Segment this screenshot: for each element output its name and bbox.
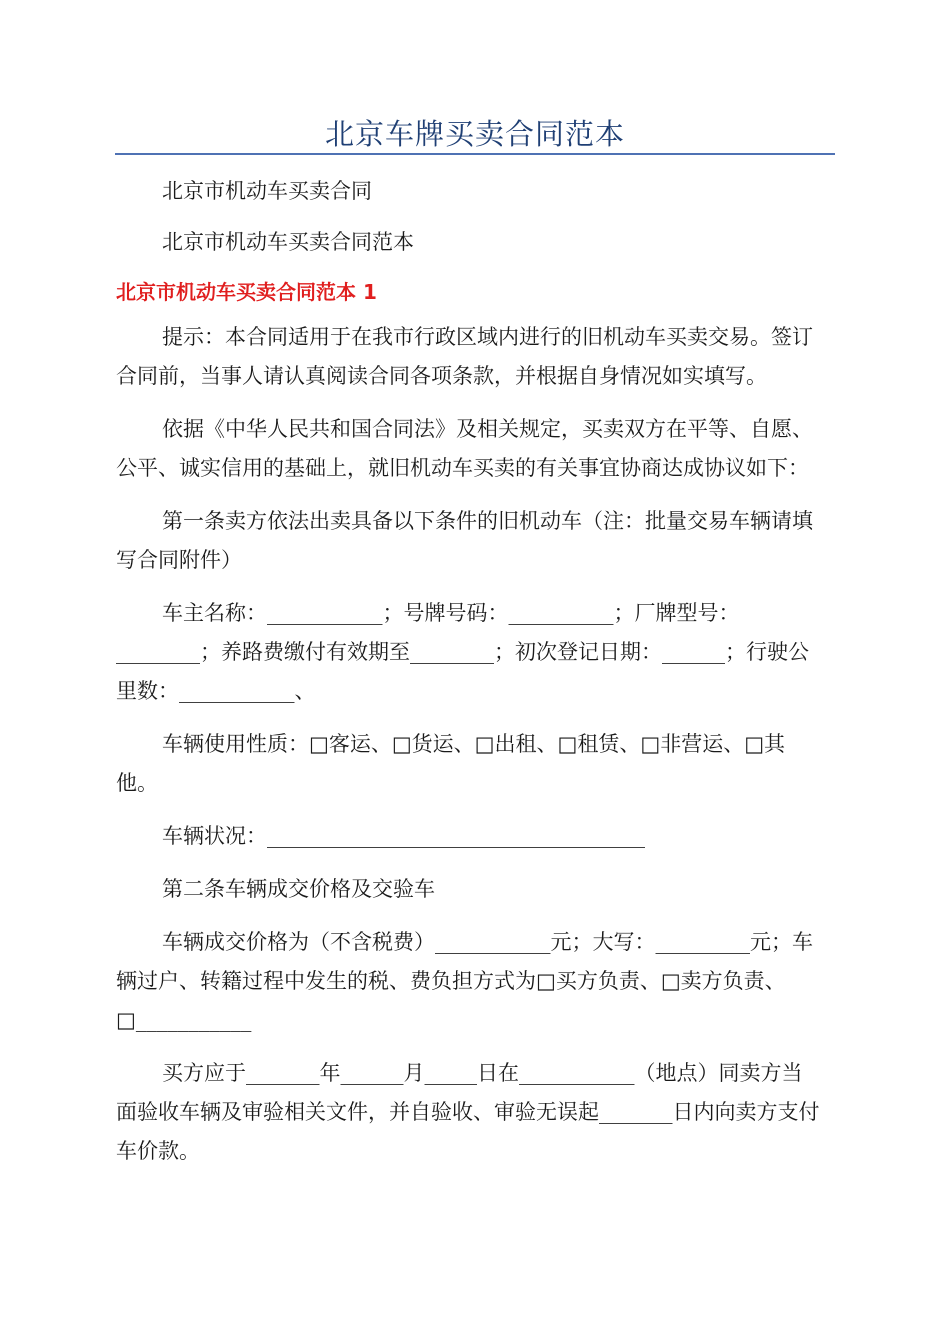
section-heading: 北京市机动车买卖合同范本 1: [116, 280, 377, 304]
paragraph-usage-type: 车辆使用性质：□客运、□货运、□出租、□租赁、□非营运、□其他。: [116, 732, 786, 795]
title-divider: [115, 153, 835, 155]
paragraph-notice: 提示：本合同适用于在我市行政区域内进行的旧机动车买卖交易。签订合同前，当事人请认真阅读合同各项条款，并根据自身情况如实填写。: [116, 325, 813, 388]
paragraph-basis: 依据《中华人民共和国合同法》及相关规定，买卖双方在平等、自愿、公平、诚实信用的基础上，就旧机动车买卖的有关事宜协商达成协议如下：: [116, 417, 813, 480]
document-title: 北京车牌买卖合同范本: [324, 117, 625, 151]
subtitle-line: 北京市机动车买卖合同: [162, 179, 372, 203]
paragraph-vehicle-info: 车主名称：___________；号牌号码：__________；厂牌型号：________；养路费缴付有效期至________；初次登记日期：______；行驶公里数：___________、: [116, 601, 809, 703]
paragraph-inspection: 买方应于_______年______月_____日在___________（地点）同卖方当面验收车辆及审验相关文件，并自验收、审验无误起_______日内向卖方支付车价款。: [116, 1061, 820, 1163]
paragraph-vehicle-condition: 车辆状况：____________________________________: [162, 824, 645, 848]
paragraph-article-2: 第二条车辆成交价格及交验车: [162, 877, 435, 901]
document-body: [116, 172, 822, 1185]
paragraph-price: 车辆成交价格为（不含税费）___________元；大写：_________元；车辆过户、转籍过程中发生的税、费负担方式为□买方负责、□卖方负责、□___________: [116, 930, 813, 1032]
subtitle-line: 北京市机动车买卖合同范本: [162, 230, 414, 254]
paragraph-article-1: 第一条卖方依法出卖具备以下条件的旧机动车（注：批量交易车辆请填写合同附件）: [116, 509, 813, 572]
